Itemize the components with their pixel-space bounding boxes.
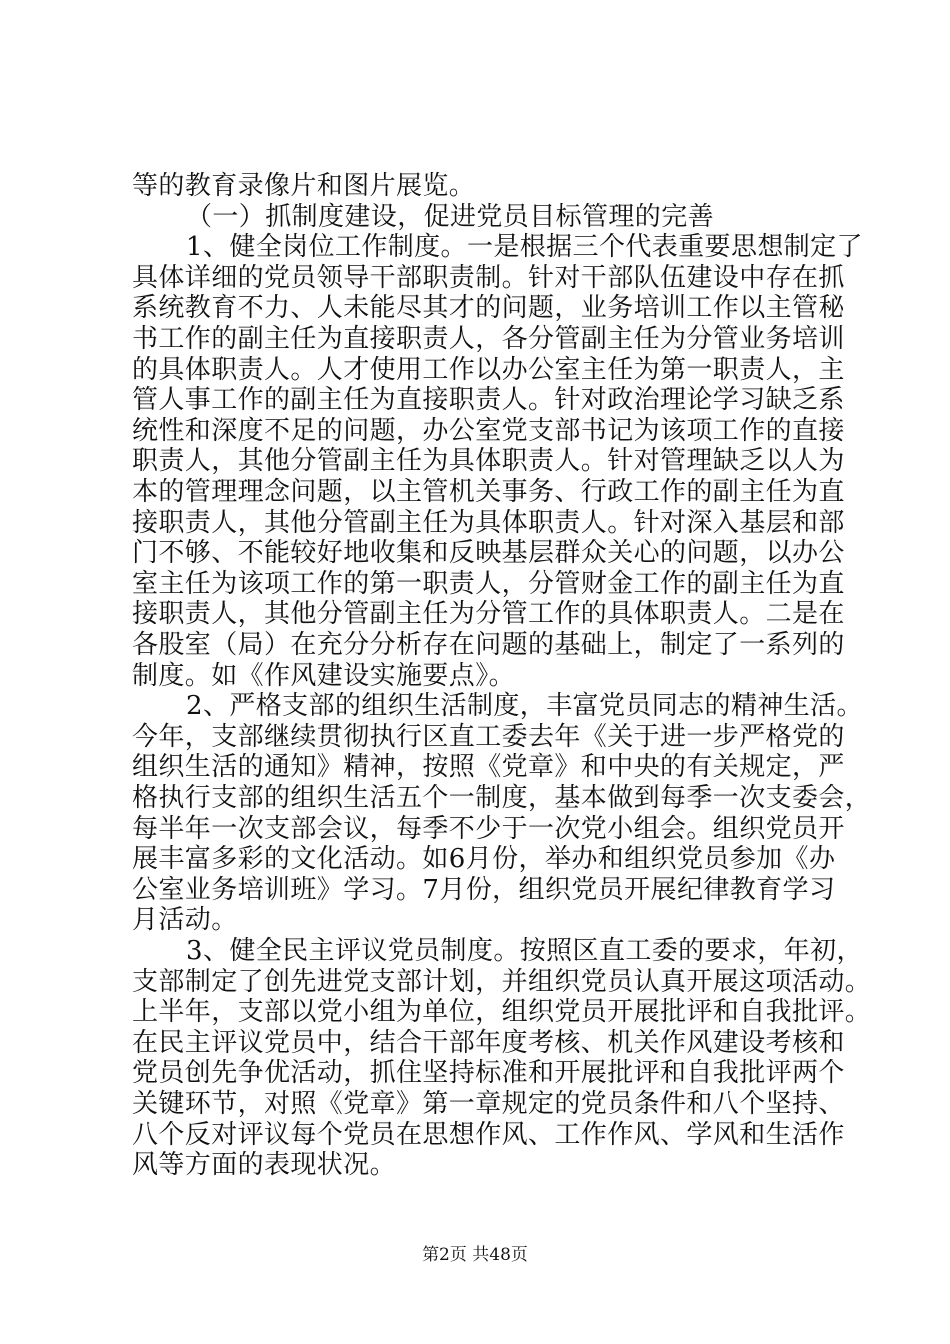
paragraph-line: 格执行支部的组织生活五个一制度，基本做到每季一次支委会，	[132, 783, 872, 813]
paragraph-line: 2、严格支部的组织生活制度，丰富党员同志的精神生活。	[186, 691, 863, 721]
page-number-footer: 第2页 共48页	[422, 1245, 528, 1265]
paragraph-line: 今年，支部继续贯彻执行区直工委去年《关于进一步严格党的	[132, 722, 845, 752]
paragraph-line: 职责人，其他分管副主任为具体职责人。针对管理缺乏以人为	[132, 446, 845, 476]
paragraph-line: 支部制定了创先进党支部计划，并组织党员认真开展这项活动。	[132, 967, 872, 997]
section-heading: （一）抓制度建设，促进党员目标管理的完善	[186, 202, 715, 232]
paragraph-line: 3、健全民主评议党员制度。按照区直工委的要求，年初，	[186, 936, 863, 966]
paragraph-line: 具体详细的党员领导干部职责制。针对干部队伍建设中存在抓	[132, 263, 845, 293]
paragraph-line: 管人事工作的副主任为直接职责人。针对政治理论学习缺乏系	[132, 385, 845, 415]
paragraph-line: 室主任为该项工作的第一职责人，分管财金工作的副主任为直	[132, 569, 845, 599]
paragraph-line: 上半年，支部以党小组为单位，组织党员开展批评和自我批评。	[132, 997, 872, 1027]
paragraph-line: 展丰富多彩的文化活动。如6月份，举办和组织党员参加《办	[132, 844, 836, 874]
paragraph-line: 系统教育不力、人未能尽其才的问题，业务培训工作以主管秘	[132, 293, 845, 323]
paragraph-line: 公室业务培训班》学习。7月份，组织党员开展纪律教育学习	[132, 875, 836, 905]
paragraph-line: 关键环节，对照《党章》第一章规定的党员条件和八个坚持、	[132, 1089, 845, 1119]
paragraph-line: 各股室（局）在充分分析存在问题的基础上，制定了一系列的	[132, 630, 845, 660]
paragraph-line: 统性和深度不足的问题，办公室党支部书记为该项工作的直接	[132, 416, 845, 446]
paragraph-line: 八个反对评议每个党员在思想作风、工作作风、学风和生活作	[132, 1120, 845, 1150]
paragraph-line: 组织生活的通知》精神，按照《党章》和中央的有关规定，严	[132, 752, 845, 782]
paragraph-line: 的具体职责人。人才使用工作以办公室主任为第一职责人，主	[132, 355, 845, 385]
paragraph-line: 在民主评议党员中，结合干部年度考核、机关作风建设考核和	[132, 1028, 845, 1058]
paragraph-line: 1、健全岗位工作制度。一是根据三个代表重要思想制定了	[186, 232, 863, 262]
paragraph-line: 每半年一次支部会议，每季不少于一次党小组会。组织党员开	[132, 814, 845, 844]
paragraph-line: 接职责人，其他分管副主任为分管工作的具体职责人。二是在	[132, 599, 845, 629]
paragraph-line: 制度。如《作风建设实施要点》。	[132, 661, 516, 691]
paragraph-line: 接职责人，其他分管副主任为具体职责人。针对深入基层和部	[132, 508, 845, 538]
paragraph-line: 党员创先争优活动，抓住坚持标准和开展批评和自我批评两个	[132, 1058, 845, 1088]
paragraph-line: 门不够、不能较好地收集和反映基层群众关心的问题，以办公	[132, 538, 845, 568]
paragraph-line: 书工作的副主任为直接职责人，各分管副主任为分管业务培训	[132, 324, 845, 354]
paragraph-line: 月活动。	[132, 905, 238, 935]
paragraph-line: 等的教育录像片和图片展览。	[132, 171, 476, 201]
paragraph-line: 风等方面的表现状况。	[132, 1150, 397, 1180]
paragraph-line: 本的管理理念问题，以主管机关事务、行政工作的副主任为直	[132, 477, 845, 507]
